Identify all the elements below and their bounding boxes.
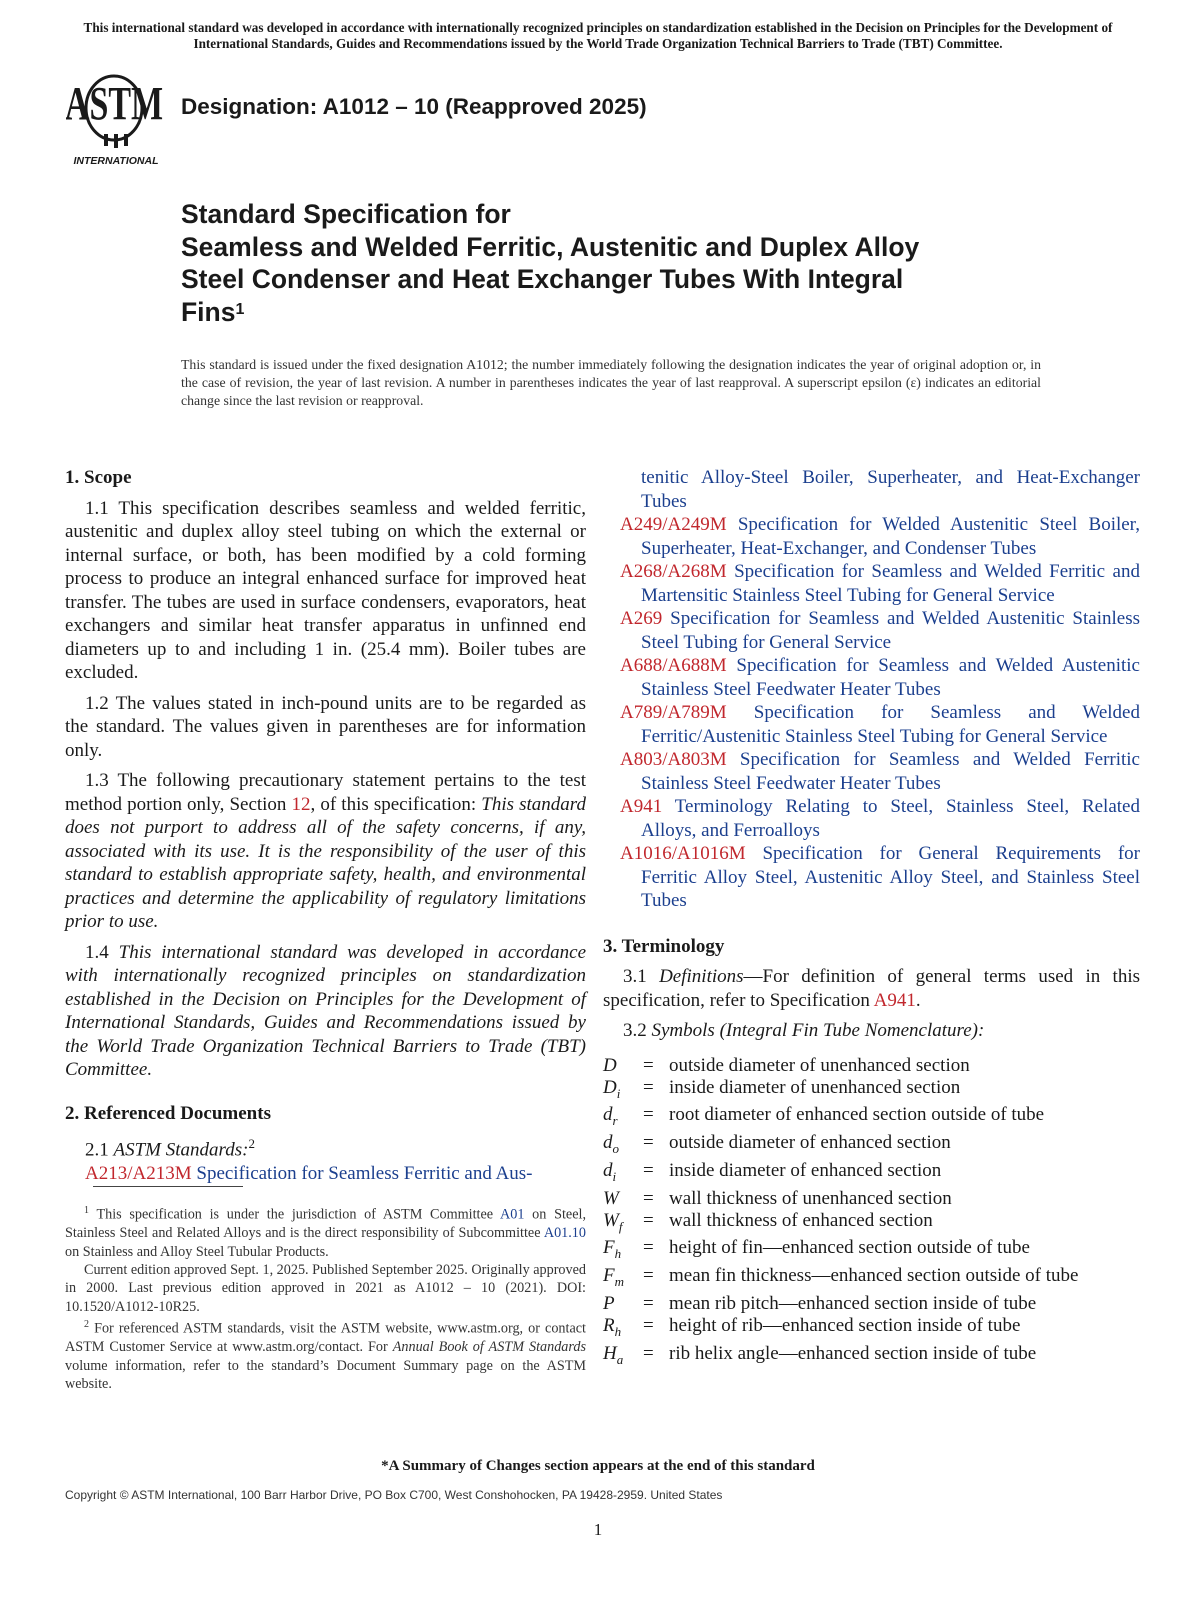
equals-sign: = — [643, 1265, 654, 1287]
reference-title[interactable]: Specification for General Requirements for Ferritic Alloy Steel, Austenitic Alloy Steel, and Stainless Steel Tubes — [641, 843, 1141, 911]
copyright: Copyright © ASTM International, 100 Barr Harbor Drive, PO Box C700, West Conshohocken, PA 19428-2959. United States — [65, 1488, 723, 1502]
symbol: $d_i$ — [603, 1159, 617, 1184]
symbol: $D_i$ — [603, 1076, 621, 1101]
footnote-2: $^2$ For referenced ASTM standards, visit the ASTM website, www.astm.org, or contact ASTM Customer Service at www.astm.org/contact. For Annual Book of ASTM Standards volume information, refer to the standard’s Document Summary page on the ASTM website. — [65, 1319, 587, 1393]
logo-subtext: INTERNATIONAL — [73, 155, 159, 167]
astm-logo — [66, 72, 166, 168]
para-3-1: 3.1 Definitions—For definition of general terms used in this specification, refer to Specification A941. — [603, 966, 1141, 1011]
left-column — [65, 466, 586, 1185]
reference-title[interactable]: Specification for Seamless and Welded Austenitic Stainless Steel Tubing for General Service — [641, 608, 1140, 653]
symbol-row — [603, 1055, 1078, 1077]
reference-code[interactable]: A941 — [620, 796, 663, 817]
symbols-table — [603, 1055, 1078, 1371]
symbol: $R_h$ — [603, 1315, 622, 1339]
symbol-definition: outside diameter of enhanced section — [669, 1132, 951, 1154]
reference-code[interactable]: A803/A803M — [620, 749, 727, 770]
symbol-definition: mean rib pitch—enhanced section inside of tube — [669, 1293, 1037, 1315]
reference-title[interactable]: Specification for Seamless and Welded Ferritic Stainless Steel Feedwater Heater Tubes — [641, 749, 1140, 794]
right-column — [603, 466, 1141, 1371]
symbol: $H_a$ — [603, 1342, 624, 1367]
reference-title[interactable]: Terminology Relating to Steel, Stainless Steel, Related Alloys, and Ferroalloys — [641, 796, 1140, 841]
symbol-definition: inside diameter of unenhanced section — [669, 1076, 961, 1098]
symbol: $d_r$ — [603, 1104, 618, 1129]
reference-item — [620, 513, 1140, 560]
issue-note: This standard is issued under the fixed designation A1012; the number immediately following the designation indicates the year of original adoption or, in the case of revision, the year of last revision. A number in parentheses indicates the year of last reapproval. A superscript epsilon (ε) indicates an editorial change since the last revision or reapproval. — [181, 357, 1041, 408]
references-list — [620, 513, 1140, 913]
reference-code[interactable]: A1016/A1016M — [620, 843, 746, 864]
equals-sign: = — [643, 1132, 654, 1154]
reference-item — [620, 701, 1140, 748]
equals-sign: = — [643, 1054, 654, 1076]
symbol: D — [603, 1054, 617, 1076]
symbol-definition: height of rib—enhanced section inside of tube — [669, 1315, 1021, 1337]
reference-item — [620, 607, 1140, 654]
reference-title[interactable]: Specification for Seamless and Welded Ferritic and Martensitic Stainless Steel Tubing for General Service — [641, 561, 1140, 606]
para-1-4: 1.4 This international standard was developed in accordance with internationally recognized principles on standardization established in the Decision on Principles for the Development of International Standards, Guides and Recommendations issued by the World Trade Organization Technical Barriers to Trade (TBT) Committee. — [65, 941, 587, 1080]
symbol-definition: wall thickness of unenhanced section — [669, 1187, 952, 1209]
reference-code[interactable]: A789/A789M — [620, 702, 727, 723]
para-3-2: 3.2 Symbols (Integral Fin Tube Nomenclature): — [623, 1020, 985, 1041]
symbol-definition: height of fin—enhanced section outside of tube — [669, 1237, 1030, 1259]
section-1-heading: 1. Scope — [65, 467, 132, 488]
reference-title[interactable]: Specification for Seamless and Welded Austenitic Stainless Steel Feedwater Heater Tubes — [641, 655, 1140, 700]
reference-title[interactable]: Specification for Welded Austenitic Steel Boiler, Superheater, Heat-Exchanger, and Condenser Tubes — [641, 514, 1141, 559]
symbol: $F_m$ — [603, 1265, 624, 1290]
para-1-3: 1.3 The following precautionary statement pertains to the test method portion only, Section 12, of this specification: This standard does not purport to address all of the safety concerns, if any, associated with its use. It is the responsibility of the user of this standard to establish appropriate safety, health, and environmental practices and determine the applicability of regulatory limitations prior to use. — [65, 770, 586, 932]
title-footnote-mark[interactable]: 1 — [235, 300, 245, 318]
equals-sign: = — [643, 1342, 654, 1364]
symbol-definition: mean fin thickness—enhanced section outside of tube — [669, 1265, 1079, 1287]
footnote-1-edition: Current edition approved Sept. 1, 2025. Published September 2025. Originally approved in 2000. Last previous edition approved in 2021 as A1012 – 10 (2021). DOI: 10.1520/A1012-10R25. — [65, 1261, 586, 1315]
subcommittee-a01-10-link[interactable]: A01.10 — [543, 1225, 586, 1242]
para-2-1: 2.1 ASTM Standards:$^2$ — [85, 1136, 255, 1161]
section-12-link[interactable]: 12 — [291, 793, 311, 815]
ref-a213-continued: tenitic Alloy-Steel Boiler, Superheater, and Heat-Exchanger Tubes — [641, 467, 1140, 512]
reference-code[interactable]: A269 — [620, 608, 663, 629]
symbol-row — [603, 1160, 1078, 1188]
logo-wordmark: ASTM — [66, 77, 164, 130]
symbol-row — [603, 1188, 1078, 1210]
symbol-definition: wall thickness of enhanced section — [669, 1209, 933, 1231]
title-line-2: Seamless and Welded Ferritic, Austenitic and Duplex Alloy — [181, 231, 920, 262]
symbol-row — [603, 1343, 1078, 1371]
section-3-heading: 3. Terminology — [603, 935, 725, 957]
symbol-row — [603, 1077, 1078, 1105]
equals-sign: = — [643, 1293, 654, 1315]
reference-item — [620, 654, 1140, 701]
symbol: $F_h$ — [603, 1237, 622, 1262]
footnote-1: $^1$ This specification is under the jurisdiction of ASTM Committee A01 on Steel, Stainless Steel and Related Alloys and is the direct responsibility of Subcommittee A01.10 on Stainless and Alloy Steel Tubular Products. — [65, 1205, 586, 1260]
equals-sign: = — [643, 1104, 654, 1126]
title-line-3: Steel Condenser and Heat Exchanger Tubes With Integral — [181, 264, 904, 294]
ref-a213-title[interactable]: Specification for Seamless Ferritic and Aus- — [196, 1162, 533, 1184]
a941-link[interactable]: A941 — [873, 989, 916, 1011]
equals-sign: = — [643, 1209, 654, 1231]
symbol-row — [603, 1132, 1078, 1160]
committee-a01-link[interactable]: A01 — [500, 1206, 525, 1223]
reference-item — [620, 795, 1140, 842]
symbol: $d_o$ — [603, 1132, 619, 1156]
equals-sign: = — [643, 1076, 654, 1098]
document-title — [181, 198, 1081, 328]
symbol-definition: outside diameter of unenhanced section — [669, 1054, 970, 1076]
reference-code[interactable]: A688/A688M — [620, 655, 727, 676]
reference-code[interactable]: A249/A249M — [620, 514, 727, 535]
equals-sign: = — [643, 1159, 654, 1181]
symbol: P — [603, 1293, 615, 1315]
symbol-row — [603, 1293, 1078, 1315]
title-line-4: Fins$^1$ — [181, 296, 245, 327]
top-notice: This international standard was developed in accordance with internationally recognized principles on standardization established in the Decision on Principles for the Development of International Standards, Guides and Recommendations issued by the World Trade Organization Technical Barriers to Trade (TBT) Committee. — [83, 20, 1113, 51]
symbol-row — [603, 1104, 1078, 1132]
reference-item — [620, 560, 1140, 607]
astm-logo-icon — [66, 72, 166, 168]
symbol: W — [603, 1187, 619, 1209]
reference-code[interactable]: A268/A268M — [620, 561, 727, 582]
para-1-1: 1.1 This specification describes seamless and welded ferritic, austenitic and duplex alloy steel tubing on which the external or internal surface, or both, has been modified by a cold forming process to produce an integral enhanced surface for improved heat transfer. The tubes are used in surface condensers, evaporators, heat exchangers and similar heat transfer apparatus in unfinned end diameters up to and including 1 in. (25.4 mm). Boiler tubes are excluded. — [65, 497, 586, 683]
reference-item — [620, 748, 1140, 795]
footnote-divider — [93, 1186, 243, 1187]
summary-note: *A Summary of Changes section appears at the end of this standard — [381, 1458, 815, 1474]
section-2-heading: 2. Referenced Documents — [65, 1102, 271, 1124]
equals-sign: = — [643, 1315, 654, 1337]
title-line-1: Standard Specification for — [181, 199, 511, 229]
symbol-definition: inside diameter of enhanced section — [669, 1159, 942, 1181]
page-number: 1 — [593, 1520, 603, 1539]
equals-sign: = — [643, 1187, 654, 1209]
footnotes — [65, 1202, 586, 1394]
reference-item — [620, 842, 1140, 913]
symbol-row — [603, 1210, 1078, 1238]
designation: Designation: A1012 – 10 (Reapproved 2025) — [181, 94, 647, 119]
para-1-2: 1.2 The values stated in inch-pound units are to be regarded as the standard. The values given in parentheses are for information only. — [65, 692, 586, 761]
symbol-row — [603, 1315, 1078, 1343]
equals-sign: = — [643, 1237, 654, 1259]
symbol-definition: root diameter of enhanced section outside of tube — [669, 1104, 1045, 1126]
symbol-row — [603, 1237, 1078, 1265]
symbol: $W_f$ — [603, 1209, 623, 1234]
ref-a213-start — [65, 1162, 586, 1186]
symbol-row — [603, 1265, 1078, 1293]
ref-a213-code[interactable]: A213/A213M — [85, 1162, 192, 1184]
reference-title[interactable]: Specification for Seamless and Welded Ferritic/Austenitic Stainless Steel Tubing for General Service — [641, 702, 1140, 747]
symbol-definition: rib helix angle—enhanced section inside of tube — [669, 1342, 1037, 1364]
